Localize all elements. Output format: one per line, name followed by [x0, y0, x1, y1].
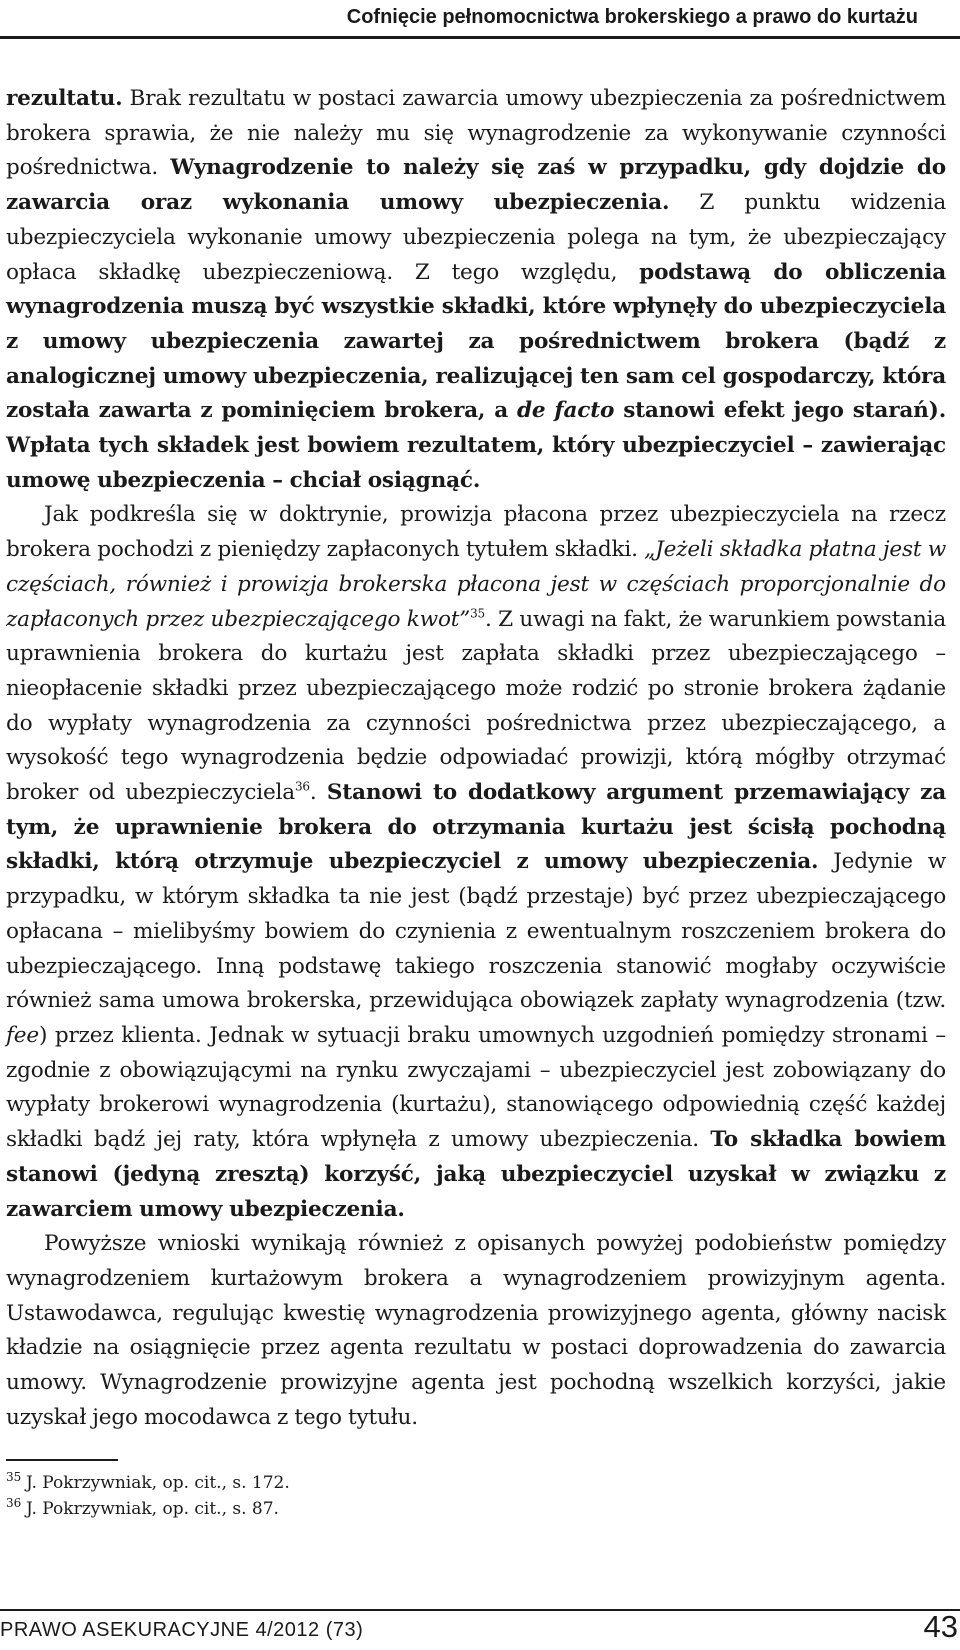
- article-body: [6, 82, 946, 1435]
- text-run: Stanowi to dodatkowy argument przemawiający za tym, że uprawnienie brokera do otrzymania kurtażu jest ścisłą pochodną składki, którą otrzymuje ubezpieczyciel z umowy ubezpieczenia.: [6, 780, 946, 875]
- paragraph-2: [6, 498, 946, 1227]
- footnote-ref-36[interactable]: 36: [294, 779, 310, 794]
- text-run: Jedynie w przypadku, w którym składka ta nie jest (bądź przestaje) być przez ubezpieczającego opłacana – mielibyśmy bowiem do czynienia z ewentualnym roszczeniem brokera do ubezpieczającego. Inną podstawę takiego roszczenia stanowić mogłaby oczywiście również sama umowa brokerska, przewidująca obowiązek zapłaty wynagrodzenia (tzw.: [6, 849, 946, 1014]
- text-run: de facto: [516, 398, 615, 424]
- text-run: .: [309, 780, 327, 806]
- text-run: ) przez klienta. Jednak w sytuacji braku umownych uzgodnień pomiędzy stronami – zgodnie z obowiązującymi na rynku zwyczajami – ubezpieczyciel jest zobowiązany do wypłaty brokerowi wynagrodzenia (kurtażu), stanowiącego odpowiednią część każdej składki bądź jej raty, która wpłynęła z umowy ubezpieczenia.: [6, 1022, 946, 1153]
- page-number: 43: [923, 1609, 958, 1644]
- footnote-36: $^{36}$ J. Pokrzywniak, op. cit., s. 87.: [6, 1496, 279, 1519]
- text-run: podstawą do obliczenia wynagrodzenia muszą być wszystkie składki, które wpłynęły do ubezpieczyciela z umowy ubezpieczenia zawartej za pośrednictwem brokera (bądź z analogicznej umowy ubezpieczenia, realizującej ten sam cel gospodarczy, która została zawarta z pominięciem brokera, a: [6, 259, 946, 424]
- quote: „Jeżeli składka płatna jest w częściach, również i prowizja brokerska płacona jest w częściach proporcjonalnie do zapłaconych przez ubezpieczającego kwot”: [6, 537, 946, 632]
- footer-rule: [0, 1609, 960, 1611]
- paragraph-1: [6, 82, 946, 498]
- footnote-35: $^{35}$ J. Pokrzywniak, op. cit., s. 172.: [6, 1470, 290, 1493]
- journal-name: PRAWO ASEKURACYJNE 4/2012 (73): [0, 1619, 364, 1641]
- text-run: Powyższe wnioski wynikają również z opisanych powyżej podobieństw pomiędzy wynagrodzeniem kurtażowym brokera a wynagrodzeniem prowizyjnym agenta. Ustawodawca, regulując kwestię wynagrodzenia prowizyjnego agenta, główny nacisk kładzie na osiągnięcie przez agenta rezultatu w postaci doprowadzenia do zawarcia umowy. Wynagrodzenie prowizyjne agenta jest pochodną wszelkich korzyści, jakie uzyskał jego mocodawca z tego tytułu.: [6, 1231, 946, 1430]
- text-run: Jak podkreśla się w doktrynie, prowizja płacona przez ubezpieczyciela na rzecz brokera pochodzi z pieniędzy zapłaconych tytułem składki.: [6, 502, 946, 563]
- footnote-text: J. Pokrzywniak, op. cit., s. 87.: [26, 1499, 279, 1519]
- footnotes: [6, 1470, 906, 1522]
- footnote-separator: [6, 1459, 118, 1461]
- header-rule: [0, 36, 960, 39]
- text-run: stanowi efekt jego starań). Wpłata tych składek jest bowiem rezultatem, który ubezpieczyciel – zawierając umowę ubezpieczenia – chciał osiągnąć.: [6, 398, 947, 493]
- paragraph-3: [6, 1227, 946, 1435]
- text-run: To składka bowiem stanowi (jedyną zresztą) korzyść, jaką ubezpieczyciel uzyskał w związku z zawarciem umowy ubezpieczenia.: [6, 1127, 946, 1222]
- running-header: Cofnięcie pełnomocnictwa brokerskiego a prawo do kurtażu: [346, 6, 918, 28]
- text-run: fee: [6, 1022, 39, 1048]
- footnote-text: J. Pokrzywniak, op. cit., s. 172.: [26, 1473, 290, 1493]
- text-run: . Z uwagi na fakt, że warunkiem powstania uprawnienia brokera do kurtażu jest zapłata składki przez ubezpieczającego – nieopłacenie składki przez ubezpieczającego może rodzić po stronie brokera żądanie do wypłaty wynagrodzenia za czynności pośrednictwa przez ubezpieczającego, a wysokość tego wynagrodzenia będzie odpowiadać prowizji, którą mógłby otrzymać broker od ubezpieczyciela: [6, 606, 947, 806]
- text-run: rezultatu.: [6, 86, 123, 111]
- text-run: Wynagrodzenie to należy się zaś w przypadku, gdy dojdzie do zawarcia oraz wykonania umowy ubezpieczenia.: [6, 155, 947, 216]
- text-run: Z punktu widzenia ubezpieczyciela wykonanie umowy ubezpieczenia polega na tym, że ubezpieczający opłaca składkę ubezpieczeniową. Z tego względu,: [6, 190, 946, 285]
- footnote-ref-35[interactable]: 35: [470, 605, 485, 620]
- text-run: Brak rezultatu w postaci zawarcia umowy ubezpieczenia za pośrednictwem brokera sprawia, że nie należy mu się wynagrodzenie za wykonywanie czynności pośrednictwa.: [6, 86, 946, 181]
